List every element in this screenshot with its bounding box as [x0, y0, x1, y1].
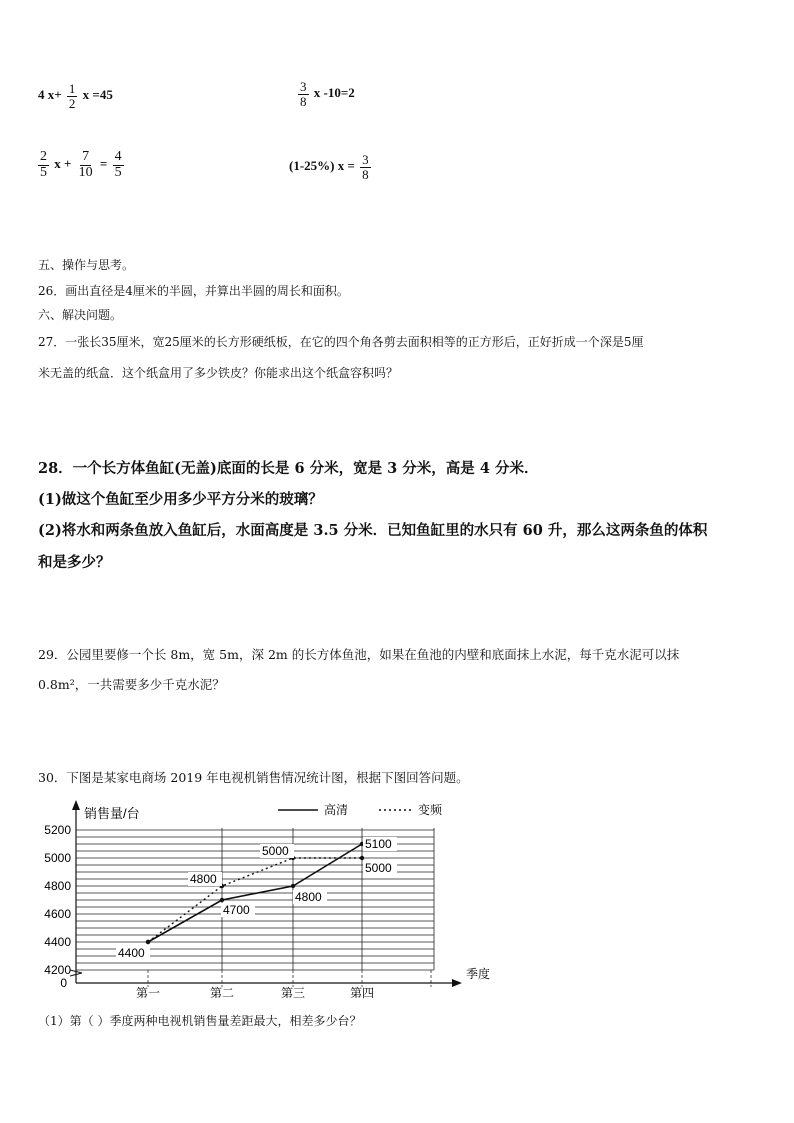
- eq3-den-2: 10: [78, 164, 93, 180]
- eq4-fraction: [360, 153, 371, 181]
- x-axis-arrow: [452, 979, 462, 987]
- eq4-num: 3: [362, 152, 369, 167]
- eq3-fraction-2: [77, 150, 95, 180]
- data-point: [291, 884, 295, 888]
- y-tick-label: 4200: [44, 963, 71, 977]
- equation-3: [36, 150, 126, 180]
- eq3-fraction-1: [38, 150, 49, 180]
- question-27-line-2: 米无盖的纸盒．这个纸盒用了多少铁皮？你能求出这个纸盒容积吗？: [38, 366, 399, 380]
- y-tick-label: 4400: [44, 935, 71, 949]
- x-tick-label: 第一: [135, 986, 161, 1000]
- data-label: 4800: [295, 890, 322, 904]
- y-tick-label: 5200: [44, 823, 71, 837]
- eq2-rest: x -10=2: [313, 85, 355, 101]
- question-29-line-2: 0.8m²，一共需要多少千克水泥？: [38, 677, 225, 692]
- y-tick-label: 0: [60, 976, 67, 990]
- eq1-var: x: [47, 87, 55, 103]
- eq3-den-1: 5: [40, 164, 47, 180]
- data-label: 4700: [223, 903, 250, 917]
- eq1-coef: 4: [38, 87, 45, 103]
- eq1-rest: x =45: [82, 87, 113, 103]
- chart-labels: [116, 837, 397, 960]
- x-axis-label: 季度: [466, 967, 491, 981]
- x-tick-label: 第四: [349, 986, 375, 1000]
- eq1-den: 2: [68, 95, 76, 111]
- eq1-plus: +: [54, 87, 62, 103]
- question-29-line-1: 29．公园里要修一个长 8m，宽 5m，深 2m 的长方体鱼池，如果在鱼池的内壁和底面抹上水泥，每千克水泥可以抹: [38, 647, 680, 662]
- eq4-lead: (1-25%) x =: [289, 158, 355, 174]
- y-axis-arrow: [72, 800, 80, 810]
- eq1-num: 1: [68, 81, 76, 96]
- y-tick-label: 4800: [44, 879, 71, 893]
- eq3-x-plus: x +: [54, 156, 72, 172]
- eq2-den: 8: [300, 93, 307, 109]
- eq2-fraction: [298, 80, 309, 108]
- question-30: 30．下图是某家电商场 2019 年电视机销售情况统计图，根据下图回答问题。: [38, 770, 469, 785]
- equation-1: [38, 82, 113, 110]
- y-axis-label: 销售量/台: [84, 806, 140, 821]
- eq3-num-1: 2: [40, 149, 47, 164]
- data-label: 5000: [365, 861, 392, 875]
- legend-label-inverter: 变频: [418, 803, 443, 817]
- data-label: 4800: [190, 872, 217, 886]
- eq3-den-3: 5: [114, 164, 122, 180]
- x-tick-label: 第三: [280, 986, 306, 1000]
- data-point: [220, 898, 224, 902]
- data-label: 4400: [118, 946, 145, 960]
- question-28-line-4: 和是多少？: [38, 554, 111, 571]
- x-tick-label: 第二: [209, 986, 235, 1000]
- legend-label-hd: 高清: [324, 803, 349, 817]
- equation-2: [296, 80, 355, 108]
- eq3-fraction-3: [113, 150, 124, 180]
- eq3-num-3: 4: [114, 149, 122, 164]
- y-tick-label: 5000: [44, 851, 71, 865]
- eq4-den: 8: [362, 166, 369, 182]
- eq2-num: 3: [300, 79, 307, 94]
- eq3-num-2: 7: [82, 149, 90, 164]
- equation-4: [289, 153, 373, 181]
- eq1-fraction: [67, 82, 78, 110]
- question-26: 26．画出直径是4厘米的半圆，并算出半圆的周长和面积。: [38, 284, 349, 298]
- question-27-line-1: 27．一张长35厘米，宽25厘米的长方形硬纸板，在它的四个角各剪去面积相等的正方形后，正好折成一个深是5厘: [38, 335, 644, 349]
- question-28-line-1: 28．一个长方体鱼缸(无盖)底面的长是 6 分米，宽是 3 分米，高是 4 分米．: [38, 460, 539, 477]
- question-28-line-2: (1)做这个鱼缸至少用多少平方分米的玻璃？: [38, 491, 323, 508]
- eq3-equals: =: [99, 156, 108, 172]
- data-point: [146, 940, 150, 944]
- question-28-line-3: (2)将水和两条鱼放入鱼缸后，水面高度是 3.5 分米．已知鱼缸里的水只有 60 升，那么这两条鱼的体积: [38, 522, 708, 539]
- section-6-heading: 六、解决问题。: [38, 308, 123, 322]
- section-5-heading: 五、操作与思考。: [38, 258, 135, 272]
- data-point: [360, 856, 364, 860]
- data-label: 5100: [365, 837, 392, 851]
- sales-line-chart: [34, 800, 504, 1010]
- y-tick-label: 4600: [44, 907, 71, 921]
- chart-legend: [278, 802, 443, 817]
- data-label: 5000: [262, 844, 289, 858]
- question-30-sub-1: （1）第（ ）季度两种电视机销售量差距最大，相差多少台？: [38, 1014, 362, 1028]
